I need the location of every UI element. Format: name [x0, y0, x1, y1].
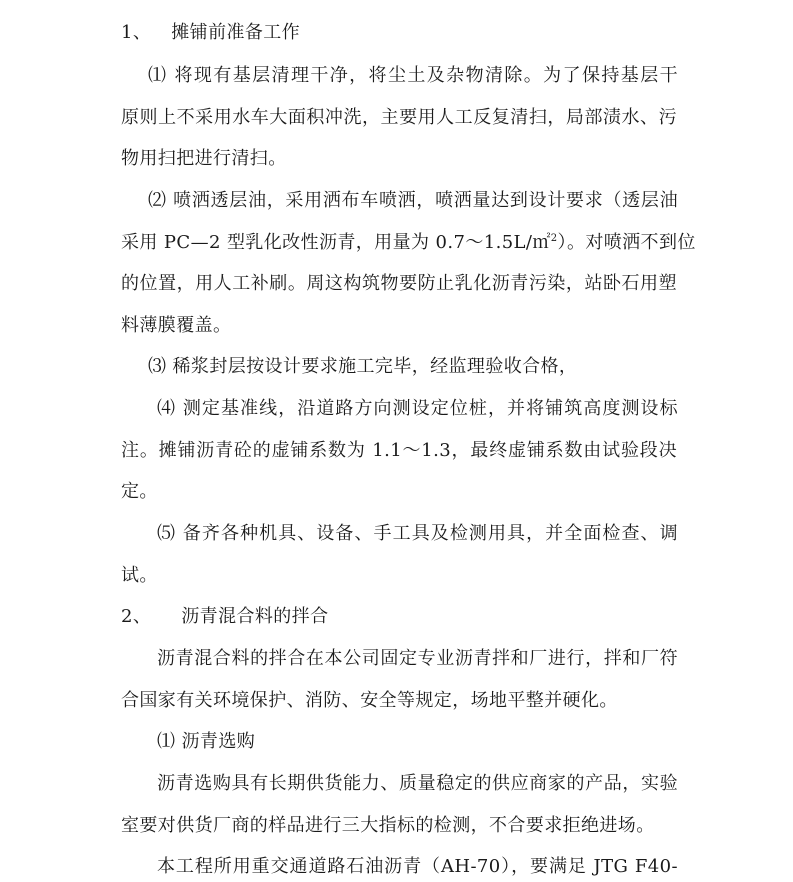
section-1-number: 1、	[121, 22, 152, 43]
item-2-line-2-main: 采用 PC—2 型乳化改性沥青，用量为 0.7～1.5L/㎡	[121, 232, 551, 253]
section-2-para-2-line-2: 室要对供货厂商的样品进行三大指标的检测，不合要求拒绝进场。	[121, 815, 655, 836]
section-2-number: 2、	[121, 606, 152, 627]
item-2-line-2-end: ）。对喷洒不到位	[557, 232, 696, 253]
section-2-title: 沥青混合料的拌合	[181, 606, 329, 627]
section-2-para-2-line-1: 沥青选购具有长期供货能力、质量稳定的供应商家的产品，实验	[157, 773, 678, 794]
item-2-line-2	[121, 228, 696, 258]
item-3-line-1: ⑶ 稀浆封层按设计要求施工完毕，经监理验收合格，	[148, 356, 578, 377]
item-1-line-3: 物用扫把进行清扫。	[121, 148, 287, 169]
item-4-line-3: 定。	[121, 481, 158, 502]
section-1-title: 摊铺前准备工作	[171, 22, 301, 43]
item-1-line-2: 原则上不采用水车大面积冲洗，主要用人工反复清扫，局部渍水、污	[121, 107, 677, 128]
item-2-line-1: ⑵ 喷洒透层油，采用洒布车喷洒，喷洒量达到设计要求（透层油	[148, 190, 678, 211]
section-2-para-1-line-1: 沥青混合料的拌合在本公司固定专业沥青拌和厂进行，拌和厂符	[157, 648, 678, 669]
section-2-para-3-line-1: 本工程所用重交通道路石油沥青（AH-70），要满足 JTG F40-	[157, 856, 678, 877]
item-5-line-1: ⑸ 备齐各种机具、设备、手工具及检测用具，并全面检查、调	[157, 523, 678, 544]
subsection-1-title: ⑴ 沥青选购	[157, 731, 256, 752]
item-4-line-2: 注。摊铺沥青砼的虚铺系数为 1.1～1.3，最终虚铺系数由试验段决	[121, 440, 677, 461]
item-2-line-4: 料薄膜覆盖。	[121, 315, 232, 336]
section-2-heading	[121, 602, 328, 632]
item-5-line-2: 试。	[121, 565, 158, 586]
item-2-superscript: 2	[550, 233, 558, 244]
section-2-para-1-line-2: 合国家有关环境保护、消防、安全等规定，场地平整并硬化。	[121, 690, 618, 711]
item-4-line-1: ⑷ 测定基准线，沿道路方向测设定位桩，并将铺筑高度测设标	[157, 398, 678, 419]
item-2-line-3: 的位置，用人工补刷。周这构筑物要防止乳化沥青污染，站卧石用塑	[121, 273, 677, 294]
section-1-heading	[121, 18, 300, 48]
item-1-line-1: ⑴ 将现有基层清理干净，将尘土及杂物清除。为了保持基层干	[148, 65, 678, 86]
